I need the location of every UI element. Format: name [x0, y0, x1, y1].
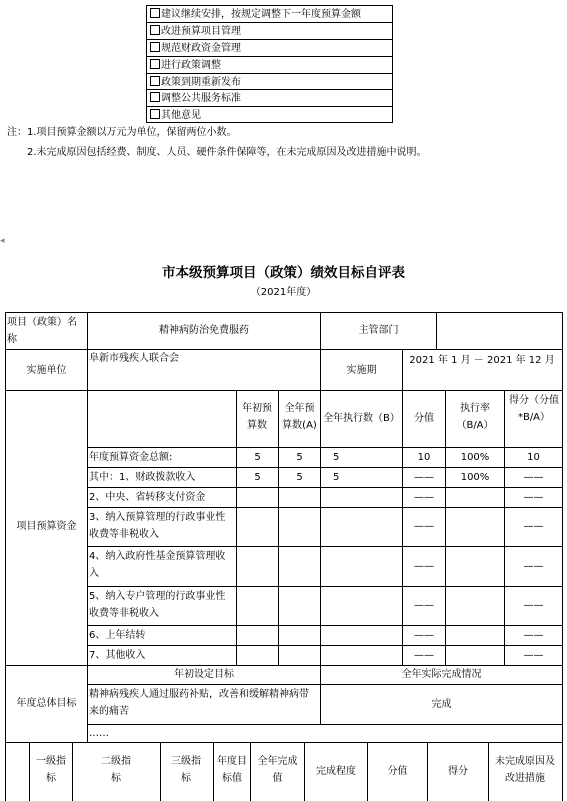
ind-header-level3: 三级指标 — [171, 756, 201, 784]
form-title: 市本级预算项目（政策）绩效目标自评表 — [162, 265, 405, 281]
ind-header-target: 年度目标值 — [217, 756, 247, 784]
budget-initial: 5 — [254, 452, 261, 463]
option-label: 进行政策调整 — [161, 60, 221, 71]
budget-row-label: 其中：1、财政拨款收入 — [89, 472, 196, 483]
budget-score: 10 — [527, 452, 540, 463]
budget-row-label: 5、纳入专户管理的行政事业性收费等非税收入 — [89, 591, 226, 619]
budget-label: 项目预算资金 — [16, 521, 77, 532]
note-2: 2.未完成原因包括经费、制度、人员、硬件条件保障等，在未完成原因及改进措施中说明。 — [27, 147, 427, 158]
budget-row-label: 4、纳入政府性基金预算管理收入 — [89, 551, 226, 579]
budget-score-value: —— — [414, 492, 434, 503]
option-label: 建议继续安排，按规定调整下一年度预算金额 — [161, 9, 361, 20]
option-row[interactable] — [150, 8, 361, 21]
budget-score-value: —— — [414, 472, 434, 483]
budget-row-label: 年度预算资金总额: — [89, 452, 173, 463]
budget-score: —— — [523, 492, 544, 503]
ind-header-level1: 一级指标 — [36, 756, 66, 784]
budget-exec: 5 — [333, 472, 340, 483]
checkbox-icon[interactable] — [150, 8, 160, 18]
goal-set-header: 年初设定目标 — [174, 669, 234, 680]
option-row[interactable] — [150, 76, 241, 89]
goal-set-text: 精神病残疾人通过服药补贴，改善和缓解精神病带来的痛苦 — [89, 689, 309, 717]
checkbox-icon[interactable] — [150, 25, 160, 35]
header-score: 得分（分值*B/A） — [509, 395, 559, 423]
header-initial: 年初预算数 — [242, 403, 272, 431]
goal-actual-text: 完成 — [431, 699, 452, 710]
checkbox-icon[interactable] — [150, 42, 160, 52]
goal-actual-header: 全年实际完成情况 — [401, 669, 482, 680]
option-row[interactable] — [150, 92, 241, 105]
budget-row-label: 6、上年结转 — [89, 630, 146, 641]
ind-header-score-value: 分值 — [387, 766, 408, 777]
budget-row-label: 7、其他收入 — [89, 650, 146, 661]
budget-full: 5 — [296, 452, 303, 463]
budget-score: —— — [523, 600, 544, 611]
unit-label: 实施单位 — [26, 365, 67, 376]
option-label: 政策到期重新发布 — [161, 77, 241, 88]
budget-initial: 5 — [254, 472, 261, 483]
goal-label: 年度总体目标 — [16, 698, 77, 709]
option-row[interactable] — [150, 25, 241, 38]
header-executed: 全年执行数（B） — [323, 413, 400, 424]
option-row[interactable] — [150, 109, 201, 122]
option-label: 其他意见 — [161, 110, 201, 121]
goal-ellipsis: …… — [89, 728, 109, 739]
project-name-label: 项目（政策）名称 — [7, 317, 77, 345]
checkbox-icon[interactable] — [150, 109, 160, 119]
option-label: 规范财政资金管理 — [161, 43, 241, 54]
checkbox-icon[interactable] — [150, 76, 160, 86]
header-full-year: 全年预算数(A) — [282, 403, 317, 431]
budget-score: —— — [523, 472, 544, 483]
budget-score-value: —— — [414, 521, 434, 532]
form-year: （2021年度） — [250, 287, 317, 298]
period-value: 2021 年 1 月 － 2021 年 12 月 — [409, 355, 555, 366]
budget-score-value: —— — [414, 650, 434, 661]
budget-score-value: —— — [414, 561, 434, 572]
budget-score: —— — [523, 561, 544, 572]
period-label: 实施期 — [346, 365, 377, 376]
option-label: 改进预算项目管理 — [161, 26, 241, 37]
budget-score-value: —— — [414, 630, 434, 641]
header-score-value: 分值 — [414, 413, 434, 424]
ind-header-degree: 完成程度 — [316, 766, 356, 777]
dept-label: 主管部门 — [358, 325, 399, 336]
budget-rate: 100% — [460, 452, 490, 463]
budget-row-label: 2、中央、省转移支付资金 — [89, 492, 206, 503]
ind-header-actual: 全年完成值 — [257, 756, 298, 784]
budget-score-value: —— — [414, 600, 434, 611]
checkbox-icon[interactable] — [150, 92, 160, 102]
project-name-value: 精神病防治免费服药 — [159, 325, 249, 336]
anchor-icon: ◂ — [0, 236, 5, 246]
header-rate: 执行率（B/A） — [456, 403, 494, 431]
budget-score-value: 10 — [417, 452, 431, 463]
checkbox-icon[interactable] — [150, 59, 160, 69]
note-1: 注：1.项目预算金额以万元为单位，保留两位小数。 — [7, 127, 237, 138]
budget-exec: 5 — [333, 452, 340, 463]
ind-header-score: 得分 — [448, 766, 468, 777]
option-label: 调整公共服务标准 — [161, 93, 241, 104]
ind-header-level2: 二级指标 — [101, 756, 131, 784]
budget-full: 5 — [296, 472, 303, 483]
ind-header-reason: 未完成原因及改进措施 — [495, 756, 555, 784]
budget-row-label: 3、纳入预算管理的行政事业性收费等非税收入 — [89, 512, 226, 540]
budget-score: —— — [523, 521, 544, 532]
budget-rate: 100% — [460, 472, 490, 483]
option-row[interactable] — [150, 42, 241, 55]
option-row[interactable] — [150, 59, 221, 72]
budget-score: —— — [523, 630, 544, 641]
budget-score: —— — [523, 650, 544, 661]
unit-value: 阜新市残疾人联合会 — [89, 353, 179, 364]
